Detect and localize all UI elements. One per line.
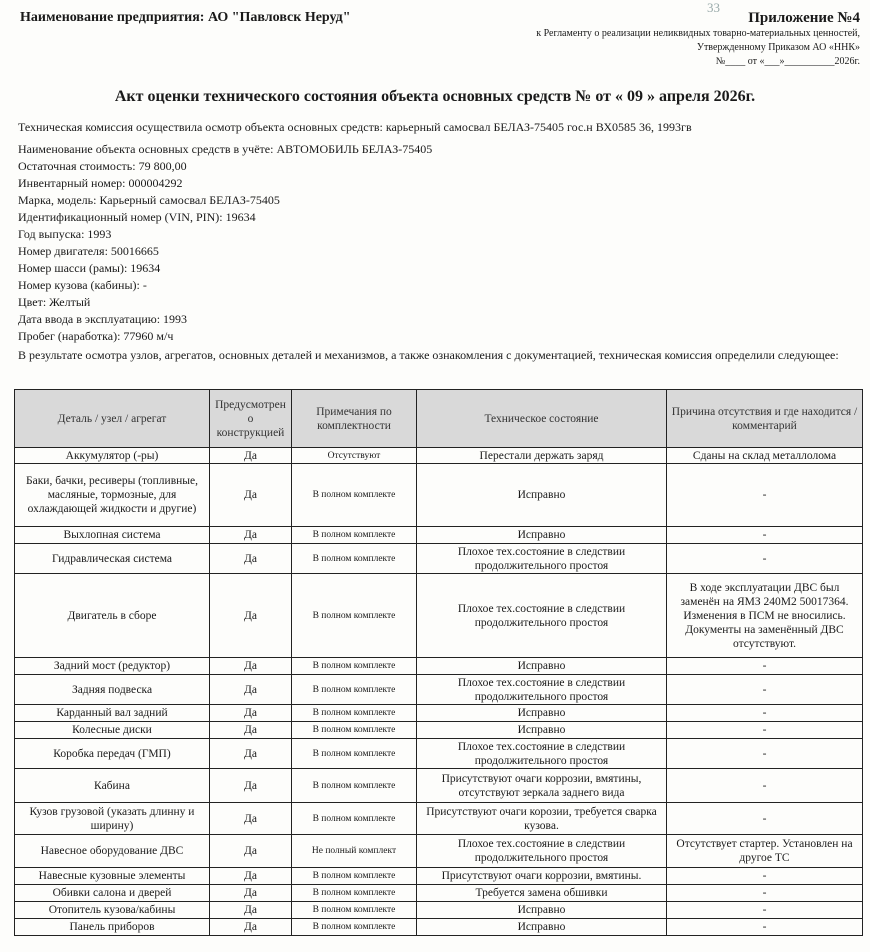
cell-completeness: В полном комплекте [292,885,417,902]
cell-completeness: В полном комплекте [292,675,417,705]
page-mark: 33 [707,0,720,15]
info-line: Наименование объекта основных средств в учёте: АВТОМОБИЛЬ БЕЛАЗ-75405 [18,142,433,156]
cell-condition: Исправно [417,464,667,527]
cell-completeness: В полном комплекте [292,464,417,527]
table-row [15,448,863,464]
cell-condition: Плохое тех.состояние в следствии продолжительного простоя [417,835,667,868]
cell-part: Двигатель в сборе [15,574,210,658]
cell-design: Да [210,885,292,902]
cell-condition: Перестали держать заряд [417,448,667,464]
cell-part: Кузов грузовой (указать длинну и ширину) [15,803,210,835]
cell-completeness: В полном комплекте [292,527,417,544]
cell-comment: - [667,769,863,803]
table-row [15,919,863,936]
cell-condition: Плохое тех.состояние в следствии продолжительного простоя [417,675,667,705]
cell-part: Навесные кузовные элементы [15,868,210,885]
appendix-block [536,10,860,69]
col-header-comment: Причина отсутствия и где находится / комментарий [667,390,863,448]
regulation-line: Утвержденному Приказом АО «ННК» [696,42,860,53]
table-row [15,902,863,919]
table-header-row [15,390,863,448]
cell-design: Да [210,803,292,835]
info-line: Марка, модель: Карьерный самосвал БЕЛАЗ-75405 [18,193,280,207]
cell-condition: Присутствуют очаги коррозии, вмятины. [417,868,667,885]
cell-completeness: Отсутствуют [292,448,417,464]
cell-comment: - [667,919,863,936]
cell-comment: - [667,739,863,769]
cell-design: Да [210,722,292,739]
info-line: Цвет: Желтый [18,295,91,309]
cell-design: Да [210,919,292,936]
cell-part: Задний мост (редуктор) [15,658,210,675]
cell-design: Да [210,705,292,722]
cell-part: Коробка передач (ГМП) [15,739,210,769]
cell-part: Колесные диски [15,722,210,739]
table-row [15,675,863,705]
cell-design: Да [210,835,292,868]
cell-comment: Сданы на склад металлолома [667,448,863,464]
cell-condition: Плохое тех.состояние в следствии продолжительного простоя [417,544,667,574]
cell-part: Отопитель кузова/кабины [15,902,210,919]
cell-comment: - [667,722,863,739]
info-line: Номер двигателя: 50016665 [18,244,159,258]
cell-part: Баки, бачки, ресиверы (топливные, масляные, тормозные, для охлаждающей жидкости и другие) [15,464,210,527]
cell-completeness: В полном комплекте [292,574,417,658]
cell-part: Карданный вал задний [15,705,210,722]
cell-comment: Отсутствует стартер. Установлен на другое ТС [667,835,863,868]
info-line: Номер шасси (рамы): 19634 [18,261,161,275]
regulation-line: №____ от «___»__________2026г. [715,56,860,67]
cell-part: Навесное оборудование ДВС [15,835,210,868]
cell-part: Задняя подвеска [15,675,210,705]
cell-condition: Требуется замена обшивки [417,885,667,902]
cell-completeness: В полном комплекте [292,902,417,919]
col-header-condition: Техническое состояние [417,390,667,448]
cell-part: Кабина [15,769,210,803]
table-row [15,705,863,722]
document-title: Акт оценки технического состояния объекта основных средств № от « 09 » апреля 2026г. [114,88,756,105]
table-row [15,835,863,868]
table-row [15,574,863,658]
cell-design: Да [210,527,292,544]
cell-completeness: Не полный комплект [292,835,417,868]
cell-condition: Исправно [417,722,667,739]
cell-completeness: В полном комплекте [292,803,417,835]
cell-completeness: В полном комплекте [292,769,417,803]
cell-part: Выхлопная система [15,527,210,544]
table-row [15,722,863,739]
cell-completeness: В полном комплекте [292,705,417,722]
cell-completeness: В полном комплекте [292,739,417,769]
cell-completeness: В полном комплекте [292,919,417,936]
cell-condition: Исправно [417,527,667,544]
cell-design: Да [210,448,292,464]
cell-design: Да [210,544,292,574]
asset-info [18,119,858,345]
info-line: Год выпуска: 1993 [18,227,112,241]
cell-part: Гидравлическая система [15,544,210,574]
cell-condition: Присутствуют очаги корозии, требуется сварка кузова. [417,803,667,835]
cell-condition: Плохое тех.состояние в следствии продолжительного простоя [417,739,667,769]
cell-condition: Присутствуют очаги коррозии, вмятины, отсутствуют зеркала заднего вида [417,769,667,803]
cell-comment: - [667,544,863,574]
cell-comment: В ходе эксплуатации ДВС был заменён на ЯМЗ 240М2 50017364. Изменения в ПСМ не вносились. Документы на заменённый ДВС отсутствуют. [667,574,863,658]
table-row [15,544,863,574]
table-row [15,769,863,803]
table-row [15,464,863,527]
inspection-table [14,389,863,936]
cell-comment: - [667,658,863,675]
cell-condition: Исправно [417,902,667,919]
cell-condition: Исправно [417,705,667,722]
cell-comment: - [667,464,863,527]
col-header-completeness: Примечания по комплектности [292,390,417,448]
cell-comment: - [667,675,863,705]
table-row [15,739,863,769]
cell-completeness: В полном комплекте [292,544,417,574]
company-name: Наименование предприятия: АО "Павловск Неруд" [20,10,351,25]
intro-text: В результате осмотра узлов, агрегатов, основных деталей и механизмов, а также ознакомления с документацией, техническая комиссия определили следующее: [18,348,839,362]
info-line: Дата ввода в эксплуатацию: 1993 [18,312,188,326]
cell-comment: - [667,885,863,902]
cell-design: Да [210,868,292,885]
cell-condition: Плохое тех.состояние в следствии продолжительного простоя [417,574,667,658]
regulation-line: к Регламенту о реализации неликвидных товарно-материальных ценностей, [536,28,860,39]
cell-design: Да [210,902,292,919]
info-line: Номер кузова (кабины): - [18,278,147,292]
cell-design: Да [210,574,292,658]
table-row [15,527,863,544]
cell-part: Аккумулятор (-ры) [15,448,210,464]
cell-design: Да [210,769,292,803]
cell-design: Да [210,739,292,769]
cell-condition: Исправно [417,919,667,936]
col-header-part: Деталь / узел / агрегат [15,390,210,448]
cell-design: Да [210,675,292,705]
cell-condition: Исправно [417,658,667,675]
info-line: Идентификационный номер (VIN, PIN): 19634 [18,210,256,224]
cell-completeness: В полном комплекте [292,658,417,675]
cell-design: Да [210,658,292,675]
info-line: Пробег (наработка): 77960 м/ч [18,329,174,343]
table-row [15,803,863,835]
cell-comment: - [667,705,863,722]
table-row [15,658,863,675]
inspection-line: Техническая комиссия осуществила осмотр объекта основных средств: карьерный самосвал БЕЛАЗ-75405 гос.н ВХ0585 36, 1993гв [18,120,692,134]
table-row [15,885,863,902]
cell-part: Панель приборов [15,919,210,936]
col-header-design: Предусмотрен о конструкцией [210,390,292,448]
cell-comment: - [667,902,863,919]
cell-completeness: В полном комплекте [292,868,417,885]
table-row [15,868,863,885]
cell-part: Обивки салона и дверей [15,885,210,902]
cell-comment: - [667,803,863,835]
cell-completeness: В полном комплекте [292,722,417,739]
appendix-title: Приложение №4 [748,10,860,26]
info-line: Инвентарный номер: 000004292 [18,176,183,190]
cell-design: Да [210,464,292,527]
cell-comment: - [667,868,863,885]
cell-comment: - [667,527,863,544]
info-line: Остаточная стоимость: 79 800,00 [18,159,187,173]
